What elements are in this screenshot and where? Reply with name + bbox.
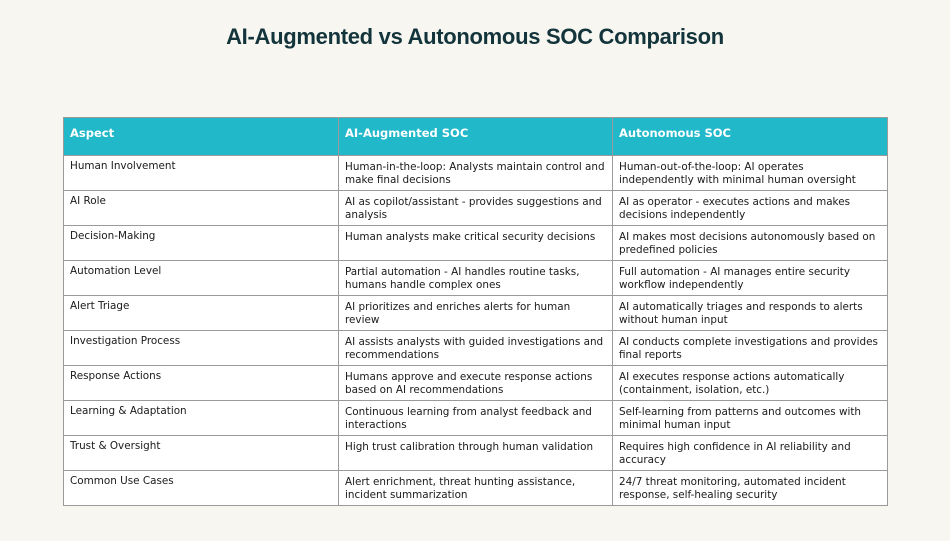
aspect-cell: Decision-Making [64,226,339,261]
augmented-cell: High trust calibration through human validation [339,436,613,471]
augmented-cell: Human-in-the-loop: Analysts maintain control and make final decisions [339,156,613,191]
column-header-aspect: Aspect [64,118,339,156]
autonomous-cell: AI automatically triages and responds to alerts without human input [613,296,888,331]
autonomous-cell: Requires high confidence in AI reliability and accuracy [613,436,888,471]
table-header-row [64,118,888,156]
autonomous-cell: AI makes most decisions autonomously based on predefined policies [613,226,888,261]
autonomous-cell: AI executes response actions automatically (containment, isolation, etc.) [613,366,888,401]
table-row [64,226,888,261]
table-row [64,296,888,331]
comparison-table [63,117,888,506]
autonomous-cell: Self-learning from patterns and outcomes with minimal human input [613,401,888,436]
table-row [64,331,888,366]
page-title: AI-Augmented vs Autonomous SOC Comparison [226,24,724,49]
aspect-cell: Learning & Adaptation [64,401,339,436]
aspect-cell: Common Use Cases [64,471,339,506]
table-row [64,261,888,296]
augmented-cell: AI as copilot/assistant - provides suggestions and analysis [339,191,613,226]
column-header-autonomous: Autonomous SOC [613,118,888,156]
augmented-cell: Partial automation - AI handles routine tasks, humans handle complex ones [339,261,613,296]
table-row [64,156,888,191]
aspect-cell: Trust & Oversight [64,436,339,471]
augmented-cell: Alert enrichment, threat hunting assistance, incident summarization [339,471,613,506]
aspect-cell: Response Actions [64,366,339,401]
column-header-ai-augmented: AI-Augmented SOC [339,118,613,156]
autonomous-cell: AI as operator - executes actions and makes decisions independently [613,191,888,226]
autonomous-cell: AI conducts complete investigations and provides final reports [613,331,888,366]
aspect-cell: Automation Level [64,261,339,296]
aspect-cell: Alert Triage [64,296,339,331]
autonomous-cell: Full automation - AI manages entire security workflow independently [613,261,888,296]
aspect-cell: Human Involvement [64,156,339,191]
aspect-cell: AI Role [64,191,339,226]
table-row [64,471,888,506]
augmented-cell: AI prioritizes and enriches alerts for human review [339,296,613,331]
augmented-cell: AI assists analysts with guided investigations and recommendations [339,331,613,366]
augmented-cell: Human analysts make critical security decisions [339,226,613,261]
augmented-cell: Continuous learning from analyst feedback and interactions [339,401,613,436]
autonomous-cell: 24/7 threat monitoring, automated incident response, self-healing security [613,471,888,506]
augmented-cell: Humans approve and execute response actions based on AI recommendations [339,366,613,401]
table-row [64,401,888,436]
aspect-cell: Investigation Process [64,331,339,366]
table-row [64,191,888,226]
table-row [64,366,888,401]
autonomous-cell: Human-out-of-the-loop: AI operates independently with minimal human oversight [613,156,888,191]
table-row [64,436,888,471]
